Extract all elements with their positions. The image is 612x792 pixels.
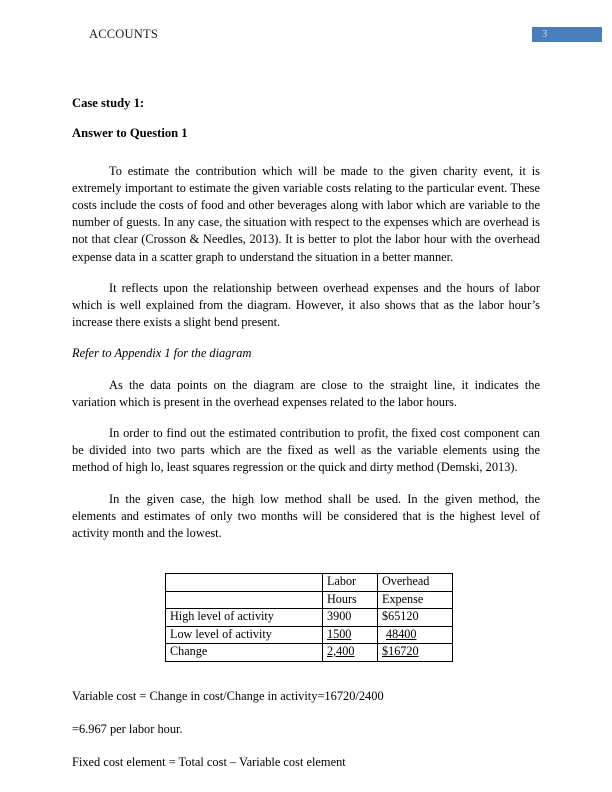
row-label-low-level: Low level of activity — [166, 626, 323, 644]
table-header-labor: Labor — [323, 574, 378, 592]
paragraph-relationship: It reflects upon the relationship between overhead expenses and the hours of labor which is well explained from the diagram. However, it also shows that as the labor hour’s increase there exists a slight bend present. — [72, 280, 540, 330]
row-label-high-level: High level of activity — [166, 609, 323, 627]
row-value-low-hours: 1500 — [323, 626, 378, 644]
table-cell-blank — [166, 591, 323, 609]
calculations-block — [72, 688, 540, 772]
high-low-method-table — [165, 573, 453, 662]
calc-fixed-cost-element: Fixed cost element = Total cost – Variable cost element — [72, 755, 346, 770]
row-value-high-expense: $65120 — [378, 609, 453, 627]
appendix-reference: Refer to Appendix 1 for the diagram — [72, 346, 252, 361]
row-value-high-hours: 3900 — [323, 609, 378, 627]
table-header-row-2 — [166, 591, 453, 609]
paragraph-cost-split: In order to find out the estimated contribution to profit, the fixed cost component can be divided into two parts which are the fixed as well as the variable elements using the method of high lo, least squares regression or the quick and dirty method (Demski, 2013). — [72, 425, 540, 475]
table-row — [166, 644, 453, 662]
paragraph-high-low-method: In the given case, the high low method shall be used. In the given method, the elements and estimates of only two months will be considered that is the highest level of activity month and the lowest. — [72, 491, 540, 540]
table-row — [166, 609, 453, 627]
row-label-change: Change — [166, 644, 323, 662]
row-value-change-hours: 2,400 — [323, 644, 378, 662]
table-header-overhead: Overhead — [378, 574, 453, 592]
calc-per-labor-hour: =6.967 per labor hour. — [72, 721, 183, 736]
table-row — [166, 626, 453, 644]
table-container — [72, 573, 540, 662]
table-cell-blank — [166, 574, 323, 592]
table-header-hours: Hours — [323, 591, 378, 609]
page-header — [72, 27, 602, 47]
table-header-row-1 — [166, 574, 453, 592]
document-title: ACCOUNTS — [89, 27, 158, 41]
document-body — [72, 95, 540, 771]
heading-answer-question: Answer to Question 1 — [72, 125, 188, 140]
row-value-low-expense: 48400 — [378, 626, 453, 644]
heading-case-study: Case study 1: — [72, 96, 145, 110]
row-value-change-expense: $16720 — [378, 644, 453, 662]
paragraph-intro: To estimate the contribution which will be made to the given charity event, it is extremely important to estimate the given variable costs relating to the particular event. These costs include the costs of food and other beverages along with labor which are variable to the number of guests. In any case, the situation with respect to the expenses which are overhead is not that clear (Crosson & Needles, 2013). It is better to plot the labor hour with the overhead expense data in a scatter graph to understand the situation in a better manner. — [72, 163, 540, 264]
calc-variable-cost: Variable cost = Change in cost/Change in activity=16720/2400 — [72, 688, 384, 703]
paragraph-data-points: As the data points on the diagram are close to the straight line, it indicates the variation which is present in the overhead expenses related to the labor hours. — [72, 377, 540, 409]
page-number-badge: 3 — [532, 27, 602, 42]
table-header-expense: Expense — [378, 591, 453, 609]
